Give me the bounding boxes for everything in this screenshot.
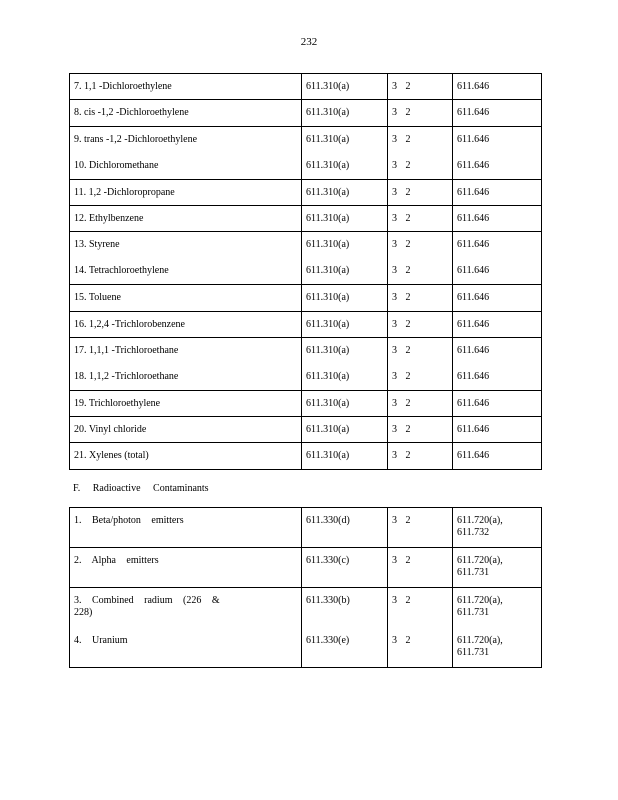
table-row [70,205,542,231]
reference-section [453,548,542,588]
analytical-method: 611.310(a) [302,153,388,179]
reference-section: 611.646 [453,74,542,100]
reference-section: 611.646 [453,311,542,337]
analytical-method: 611.310(a) [302,258,388,284]
column-4-value: 3 [388,628,453,668]
column-4-value: 3 [388,179,453,205]
column-2-value: 2 [236,74,302,100]
table-row [70,311,542,337]
column-2-value: 2 [236,548,302,588]
contaminant-name: 7. 1,1 -Dichloroethylene [70,74,236,100]
table-row [70,258,542,284]
reference-section: 611.646 [453,285,542,311]
reference-line-2: 611.731 [457,607,490,618]
column-2-value: 2 [405,344,411,356]
column-4-value: 3 [388,126,453,152]
section-heading-radioactive: F. Radioactive Contaminants [73,483,209,494]
reference-section [453,628,542,668]
column-4-value: 3 [388,205,453,231]
reference-line-1: 611.720(a), [457,515,503,526]
column-4-value: 3 [388,508,453,548]
reference-section: 611.646 [453,258,542,284]
column-4-value: 3 [388,153,453,179]
reference-section: 611.646 [453,232,542,258]
analytical-method: 611.310(a) [302,443,388,469]
table-row [70,364,542,390]
table-row [70,588,542,628]
reference-section: 611.646 [453,179,542,205]
contaminant-name: 2. Alpha emitters [70,548,236,588]
radioactive-contaminants-table [69,507,542,668]
column-2-value: 2 [236,417,302,443]
column-2-value: 2 [236,285,302,311]
column-4-value: 3 [388,443,453,469]
analytical-method: 611.330(e) [302,628,388,668]
column-4-value: 3 [388,100,453,126]
table-row [70,337,542,363]
analytical-method: 611.310(a) [302,390,388,416]
table-row [70,153,542,179]
column-2-value: 2 [236,390,302,416]
reference-line-1: 611.720(a), [457,634,503,646]
column-4-value: 3 [388,548,453,588]
contaminant-name: 19. Trichloroethylene [70,390,236,416]
contaminant-name: 9. trans -1,2 -Dichloroethylene [70,126,236,152]
table-row [70,100,542,126]
reference-line-1: 611.720(a), [457,555,503,566]
analytical-method: 611.310(a) [302,417,388,443]
column-4-value: 3 [388,311,453,337]
column-2-value: 2 [236,311,302,337]
analytical-method: 611.310(a) [302,285,388,311]
reference-section: 611.646 [453,205,542,231]
reference-line-2: 611.731 [457,646,490,658]
reference-section: 611.646 [453,443,542,469]
table-row [70,417,542,443]
column-2-value: 2 [236,443,302,469]
analytical-method: 611.310(a) [302,205,388,231]
column-4-value: 3 [388,390,453,416]
column-2-value: 2 [236,508,302,548]
contaminant-name: 11. 1,2 -Dichloropropane [70,179,236,205]
column-4-value: 3 [388,337,453,363]
contaminant-name: 1. Beta/photon emitters [70,508,236,548]
reference-section: 611.646 [453,337,542,363]
table-row [70,179,542,205]
contaminant-name: 15. Toluene [70,285,236,311]
contaminant-name: 17. 1,1,1 -Trichloroethane [70,337,236,363]
contaminant-name: 14. Tetrachloroethylene [70,258,236,284]
analytical-method: 611.330(c) [302,548,388,588]
column-2-value: 2 [236,153,302,179]
contaminant-name: 10. Dichloromethane [70,153,236,179]
analytical-method: 611.310(a) [302,74,388,100]
column-4-value: 3 [388,364,453,390]
reference-section: 611.646 [453,417,542,443]
column-4-value: 3 [388,258,453,284]
column-2-value: 2 [405,595,411,606]
analytical-method: 611.330(b) [302,588,388,628]
reference-line-1: 611.720(a), [457,595,503,606]
contaminant-name: 20. Vinyl chloride [70,417,236,443]
table-row [70,443,542,469]
table-row [70,628,542,668]
column-4-value: 3 [388,588,453,628]
contaminant-name: 8. cis -1,2 -Dichloroethylene [70,100,236,126]
column-2-value: 2 [236,364,302,390]
analytical-method: 611.310(a) [302,311,388,337]
organic-contaminants-table [69,73,542,470]
table-row [70,508,542,548]
contaminant-name: 21. Xylenes (total) [70,443,236,469]
reference-section: 611.646 [453,100,542,126]
table-row [70,126,542,152]
reference-line-2: 611.731 [457,567,490,578]
contaminant-name: 4. Uranium [70,628,236,668]
column-4-value: 3 [388,285,453,311]
reference-section: 611.646 [453,153,542,179]
analytical-method: 611.310(a) [302,179,388,205]
column-2-value: 2 [236,628,302,668]
column-2-value: 2 [236,179,302,205]
table-row [70,74,542,100]
analytical-method: 611.310(a) [302,126,388,152]
column-4-value: 3 [388,417,453,443]
column-2-value: 2 [236,258,302,284]
reference-section: 611.646 [453,390,542,416]
reference-section [453,588,542,628]
column-4-value: 3 [388,232,453,258]
column-2-value: 2 [236,100,302,126]
reference-section [453,508,542,548]
analytical-method: 611.310(a) [302,232,388,258]
table-row [70,548,542,588]
reference-section: 611.646 [453,126,542,152]
column-2-value: 2 [405,133,411,145]
contaminant-name: 13. Styrene [70,232,236,258]
table-row [70,232,542,258]
analytical-method: 611.310(a) [302,337,388,363]
column-2-value: 2 [405,239,411,251]
analytical-method: 611.310(a) [302,364,388,390]
contaminant-name: 16. 1,2,4 -Trichlorobenzene [70,311,236,337]
reference-line-2: 611.732 [457,527,490,538]
analytical-method: 611.310(a) [302,100,388,126]
page-number: 232 [300,36,318,48]
contaminant-name: 12. Ethylbenzene [70,205,236,231]
table-row [70,285,542,311]
reference-section: 611.646 [453,364,542,390]
table-row [70,390,542,416]
column-4-value: 3 [388,74,453,100]
column-2-value: 2 [236,205,302,231]
analytical-method: 611.330(d) [302,508,388,548]
contaminant-name: 18. 1,1,2 -Trichloroethane [70,364,236,390]
contaminant-name: 3. Combined radium (226 & 228) [70,588,236,628]
